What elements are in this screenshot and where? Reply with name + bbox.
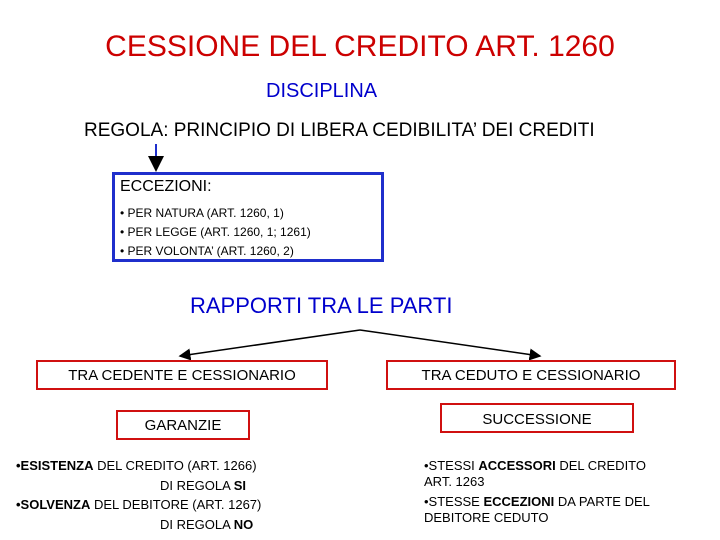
garanzie-box <box>116 410 250 440</box>
garanzia-solvenza-regola: DI REGOLA NO <box>160 517 254 532</box>
garanzia-esistenza: •ESISTENZA DEL CREDITO (ART. 1266) <box>16 458 257 473</box>
cedente-cessionario-label: TRA CEDENTE E CESSIONARIO <box>68 366 296 384</box>
cedente-cessionario-box <box>36 360 328 390</box>
garanzia-esistenza-regola: DI REGOLA SI <box>160 478 246 493</box>
successione-box <box>440 403 634 433</box>
successione-eccezioni: •STESSE ECCEZIONI DA PARTE DEL <box>424 494 650 509</box>
exception-item: • PER NATURA (ART. 1260, 1) <box>120 206 284 220</box>
successione-eccezioni-debitore: DEBITORE CEDUTO <box>424 510 549 525</box>
arrow-to-cedente <box>180 330 360 356</box>
exception-item: • PER LEGGE (ART. 1260, 1; 1261) <box>120 225 311 239</box>
ceduto-cessionario-label: TRA CEDUTO E CESSIONARIO <box>421 366 641 384</box>
successione-accessori-art: ART. 1263 <box>424 474 485 489</box>
exceptions-title: ECCEZIONI: <box>120 178 212 195</box>
rapporti-heading: RAPPORTI TRA LE PARTI <box>190 293 453 318</box>
arrow-to-ceduto <box>360 330 540 356</box>
garanzie-label: GARANZIE <box>144 416 222 434</box>
successione-accessori: •STESSI ACCESSORI DEL CREDITO <box>424 458 646 473</box>
garanzia-solvenza: •SOLVENZA DEL DEBITORE (ART. 1267) <box>16 497 262 512</box>
subtitle: DISCIPLINA <box>266 80 378 102</box>
exception-item: • PER VOLONTA’ (ART. 1260, 2) <box>120 244 294 258</box>
rule-text: REGOLA: PRINCIPIO DI LIBERA CEDIBILITA’ DEI CREDITI <box>84 120 595 141</box>
page-title: CESSIONE DEL CREDITO ART. 1260 <box>105 30 615 63</box>
ceduto-cessionario-box <box>386 360 676 390</box>
successione-label: SUCCESSIONE <box>482 411 592 428</box>
